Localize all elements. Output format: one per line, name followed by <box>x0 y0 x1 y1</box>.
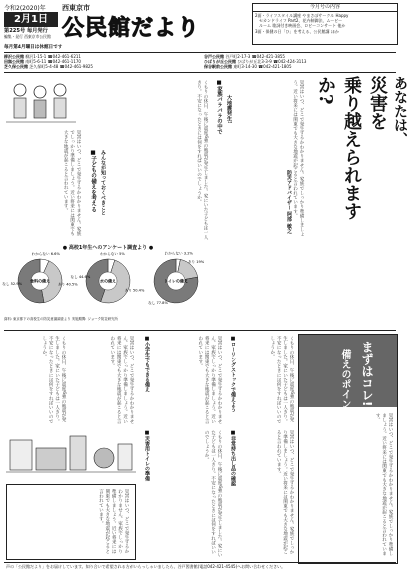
section1-text: くもりの休日、午後に震度6強の地震が発生しました。家にいた子どもは一人きり。不安になったときには何をすればいいのでしょうか。 <box>196 80 208 240</box>
toc-heading: 今月号の内容 <box>253 4 397 12</box>
bullet-text: くもりの休日、午後に震度6強の地震が発生しました。家にいた子どもは一人きり。不安になったときには何をすればいいのでしょうか。 <box>269 336 294 424</box>
chart-source: 資料: 東京都下の高校生の防災意識調査より 実施期間: ジョーク防災研究所 <box>4 317 118 321</box>
hall-list <box>4 54 396 74</box>
slice-label: あり 40.5% <box>57 282 78 287</box>
bullet-heading: ■非常持ち出し品の確認 <box>230 430 236 486</box>
hall-entry: ひばりが丘公民館 ひばりが丘北3-3-9 ☎042-424-3113 <box>204 59 307 65</box>
supplies-illustration <box>6 430 136 480</box>
bullet-text: 災害はいつ、どこで発生するかわかりません。家族でしっかり準備しましょう。近い将来には関東でも大きな地震が起こると言われています。 <box>197 336 222 424</box>
family-illustration <box>6 78 76 126</box>
survey-chart <box>4 244 212 324</box>
issue-date: 2月1日 <box>14 14 48 25</box>
headline-line3: 乗り越えられますか? <box>315 76 362 220</box>
pie-label: 水の備え <box>100 278 116 284</box>
slice-label: なし 77.8% <box>148 300 168 305</box>
toc-line: 2面・ライフスタイル講座 やまさぽサークル Happy <box>255 13 349 18</box>
bottom-left-box <box>6 484 136 560</box>
slice-label: わからない 5% <box>99 251 125 256</box>
slice-label: なし 52.9% <box>2 282 22 287</box>
pie-label: 食料の備え <box>30 278 50 284</box>
pie-label: トイレの備え <box>164 278 188 284</box>
chart-title: ● 高校1年生へのアンケート調査より ● <box>62 245 154 251</box>
issue-date-box <box>4 12 58 27</box>
section1-heading: ■家族バラバラの中で <box>216 80 222 135</box>
city-name: 西東京市 <box>62 4 90 12</box>
closed-day-note: 毎月第4月曜日は休館日です <box>4 45 63 50</box>
point-heading: まずはコレ! <box>360 341 374 407</box>
bullet-heading: ■ローリングストックで備えよう <box>230 336 236 412</box>
kids-subheading: みんなが知っておくべきこと <box>100 150 106 215</box>
point-box <box>298 334 398 564</box>
hall-entry: 柳沢公民館 柳沢1-15-1 ☎042-461-6211 <box>4 54 81 59</box>
point-subheading: 備えのポイント <box>339 349 350 419</box>
headline-line2: 災害を <box>367 76 388 130</box>
publisher: 編集・発行 西東京市公民館 <box>4 34 51 39</box>
hall-entry: 芝久保公民館 芝久保町5-4-48 ☎042-461-9825 <box>4 64 93 70</box>
section1-subheading: 大地震発生! <box>226 95 232 124</box>
hall-entry: 谷戸公民館 谷戸町2-17-3 ☎042-421-3855 <box>204 54 285 59</box>
lower-left-text: くもりの休日、午後に震度6強の地震が発生しました。家にいた子どもは一人きり。不安になったときには何をすればいいのでしょうか。 <box>41 336 66 424</box>
bullet-text: くもりの休日、午後に震度6強の地震が発生しました。家にいた子どもは一人きり。不安になったときには何をすればいいのでしょうか。 <box>204 430 222 558</box>
issue-number: 第225号 毎月発行 <box>4 28 48 34</box>
kids-body-text: 災害はいつ、どこで発生するかわかりません。家族でしっかり準備しましょう。近い将来には関東でも大きな地震が起こると言われています。 <box>63 130 81 236</box>
bullet-text: 災害はいつ、どこで発生するかわかりません。家族でしっかり準備しましょう。近い将来には関東でも大きな地震が起こると言われています。 <box>276 430 294 555</box>
toc-line: 3面・保健の日「ひ」を考える、公民館講 ほか <box>255 28 339 34</box>
bullet-heading: ■小学生でもできる備え <box>144 336 150 392</box>
point-text: 災害はいつ、どこで発生するかわかりません。家族でしっかり準備しましょう。近い将来には関東でも大きな地震が起こると言われています。 <box>375 413 393 556</box>
era-year: 令和2(2020)年 <box>4 5 46 12</box>
slice-label: わからない 6.6% <box>31 252 60 257</box>
pie-charts <box>4 251 212 313</box>
lead-text: 災害はいつ、どこで発生するかわかりません。家族でしっかり準備しましょう。近い将来には関東でも大きな地震が起こると言われています。 <box>292 80 304 237</box>
headline <box>312 76 410 241</box>
bottom-box-text: 災害はいつ、どこで発生するかわかりません。家族でしっかり準備しましょう。近い将来には関東でも大きな地震が起こると言われています。 <box>98 489 129 554</box>
toc-box <box>252 3 398 45</box>
advisor-credit: 防災アドバイザー 阿部 敏之 <box>286 170 292 234</box>
footer-note: 声の「公民館だより」をお届けしています。知り合いで希望される方がいらっしゃいましたら、谷戸図書館(電話042-421-4545)へお問い合わせください。 <box>6 564 286 569</box>
newsletter-title: 公民館だより <box>62 16 201 41</box>
hall-entry: 保谷駅前公民館 東町3-14-30 ☎042-421-1805 <box>204 64 292 70</box>
hall-entry: 田無公民館 南町5-6-11 ☎042-461-1170 <box>4 59 81 65</box>
kids-heading: ■子どもの備えを考える <box>90 150 96 212</box>
slice-label: あり 19% <box>187 259 205 264</box>
toc-line: セカンドライフ Part2、花卉制御法、ムービー <box>259 18 343 24</box>
slice-label: わからない 3.2% <box>164 251 193 256</box>
toc-line: ルーム 歌詞付き映画会、ロビーコンサート 他か <box>259 23 346 29</box>
slice-label: あり 50.4% <box>124 288 145 293</box>
slice-label: なし 44.6% <box>70 274 91 279</box>
bullet-heading: ■災害用トイレの準備 <box>144 430 150 481</box>
masthead <box>4 3 224 43</box>
headline-line1: あなたは、 <box>392 76 408 146</box>
lower-left-text-2: 災害はいつ、どこで発生するかわかりません。家族でしっかり準備しましょう。近い将来には関東でも大きな地震が起こると言われています。 <box>109 336 134 424</box>
